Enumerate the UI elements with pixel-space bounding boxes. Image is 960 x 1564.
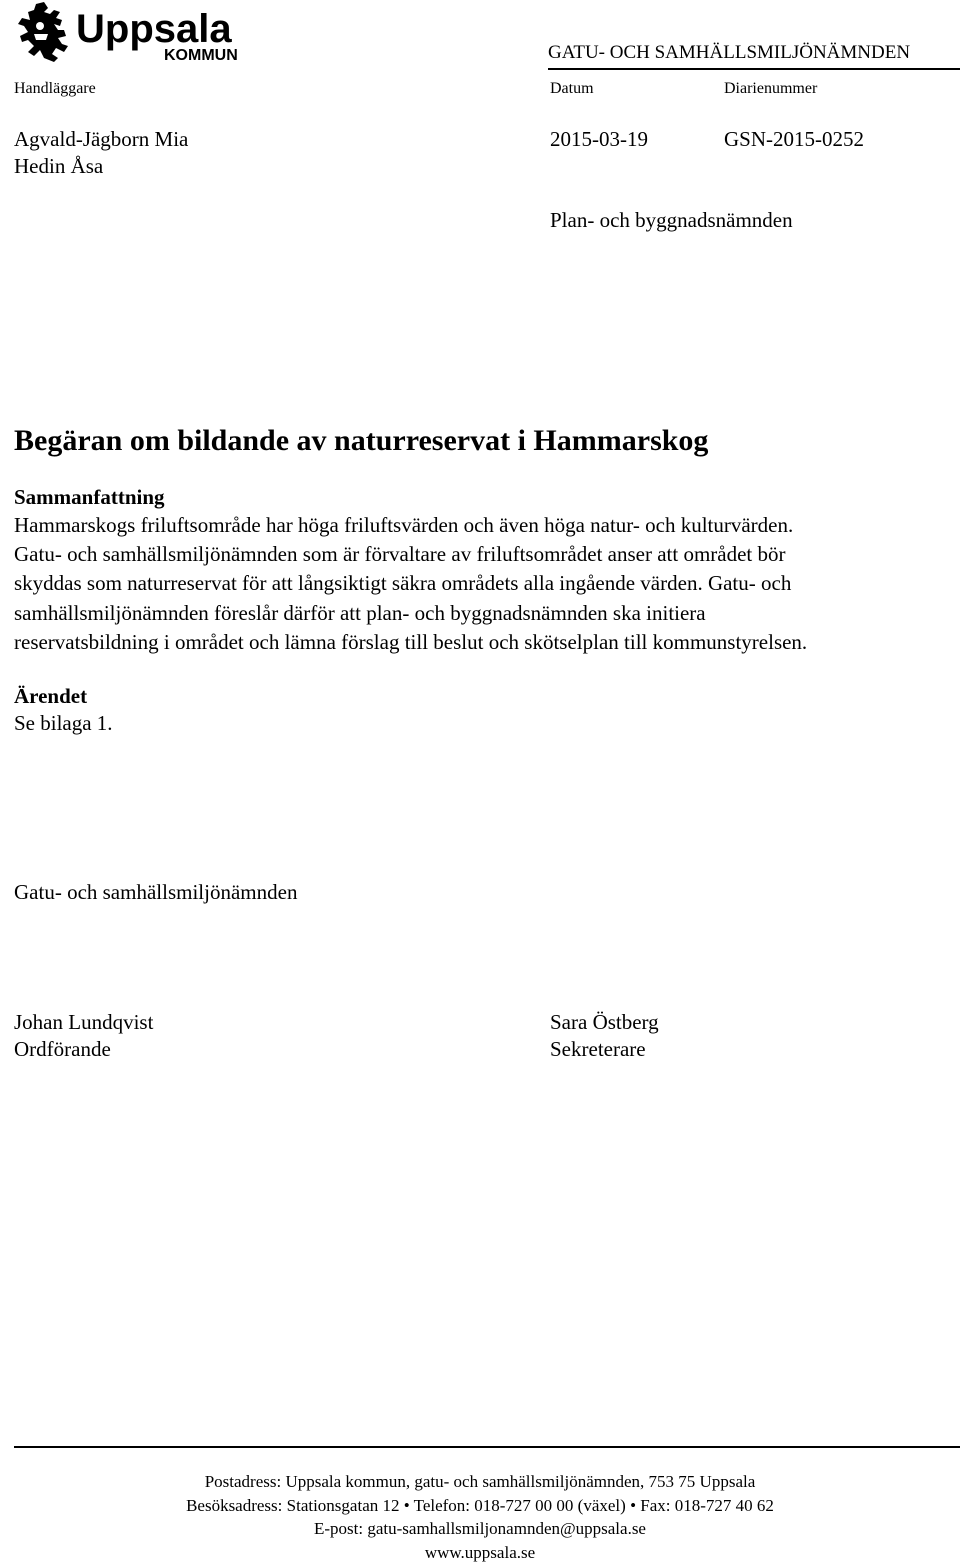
summary-body [14, 511, 949, 657]
logo-wordmark: Uppsala [76, 7, 232, 51]
signatory-name: Sara Östberg [550, 1010, 659, 1035]
handlaggare-label: Handläggare [14, 80, 96, 98]
uppsala-kommun-logo [14, 0, 264, 64]
summary-heading: Sammanfattning [14, 485, 165, 510]
recipient: Plan- och byggnadsnämnden [550, 208, 793, 233]
handlaggare-name: Agvald-Jägborn Mia [14, 127, 188, 152]
footer [0, 1470, 960, 1564]
summary-line: Gatu- och samhällsmiljönämnden som är förvaltare av friluftsområdet anser att området bör [14, 540, 949, 569]
footer-postal-address: Postadress: Uppsala kommun, gatu- och samhällsmiljönämnden, 753 75 Uppsala [0, 1470, 960, 1494]
lion-emblem-icon [18, 2, 68, 62]
summary-line: samhällsmiljönämnden föreslår därför att plan- och byggnadsnämnden ska initiera [14, 599, 949, 628]
logo-subtext: KOMMUN [164, 47, 238, 64]
footer-divider [14, 1446, 960, 1448]
header-divider [548, 68, 960, 70]
diarienummer-value: GSN-2015-0252 [724, 127, 864, 152]
department-header: GATU- OCH SAMHÄLLSMILJÖNÄMNDEN [548, 42, 910, 64]
signing-body: Gatu- och samhällsmiljönämnden [14, 880, 297, 905]
footer-email: E-post: gatu-samhallsmiljonamnden@uppsala.se [0, 1517, 960, 1541]
diarienummer-label: Diarienummer [724, 80, 817, 98]
handlaggare-name: Hedin Åsa [14, 154, 103, 179]
footer-website: www.uppsala.se [0, 1541, 960, 1564]
arendet-heading: Ärendet [14, 684, 87, 709]
signatory-role: Sekreterare [550, 1037, 646, 1062]
footer-visit-address: Besöksadress: Stationsgatan 12 • Telefon: 018-727 00 00 (växel) • Fax: 018-727 40 62 [0, 1494, 960, 1518]
summary-line: Hammarskogs friluftsområde har höga friluftsvärden och även höga natur- och kulturvärden. [14, 511, 949, 540]
document-title: Begäran om bildande av naturreservat i Hammarskog [14, 424, 708, 458]
datum-value: 2015-03-19 [550, 127, 648, 152]
summary-line: reservatsbildning i området och lämna förslag till beslut och skötselplan till kommunstyrelsen. [14, 628, 949, 657]
signatory-role: Ordförande [14, 1037, 111, 1062]
summary-line: skyddas som naturreservat för att långsiktigt säkra områdets alla ingående värden. Gatu- och [14, 569, 949, 598]
signatory-name: Johan Lundqvist [14, 1010, 153, 1035]
arendet-body: Se bilaga 1. [14, 711, 113, 736]
datum-label: Datum [550, 80, 594, 98]
